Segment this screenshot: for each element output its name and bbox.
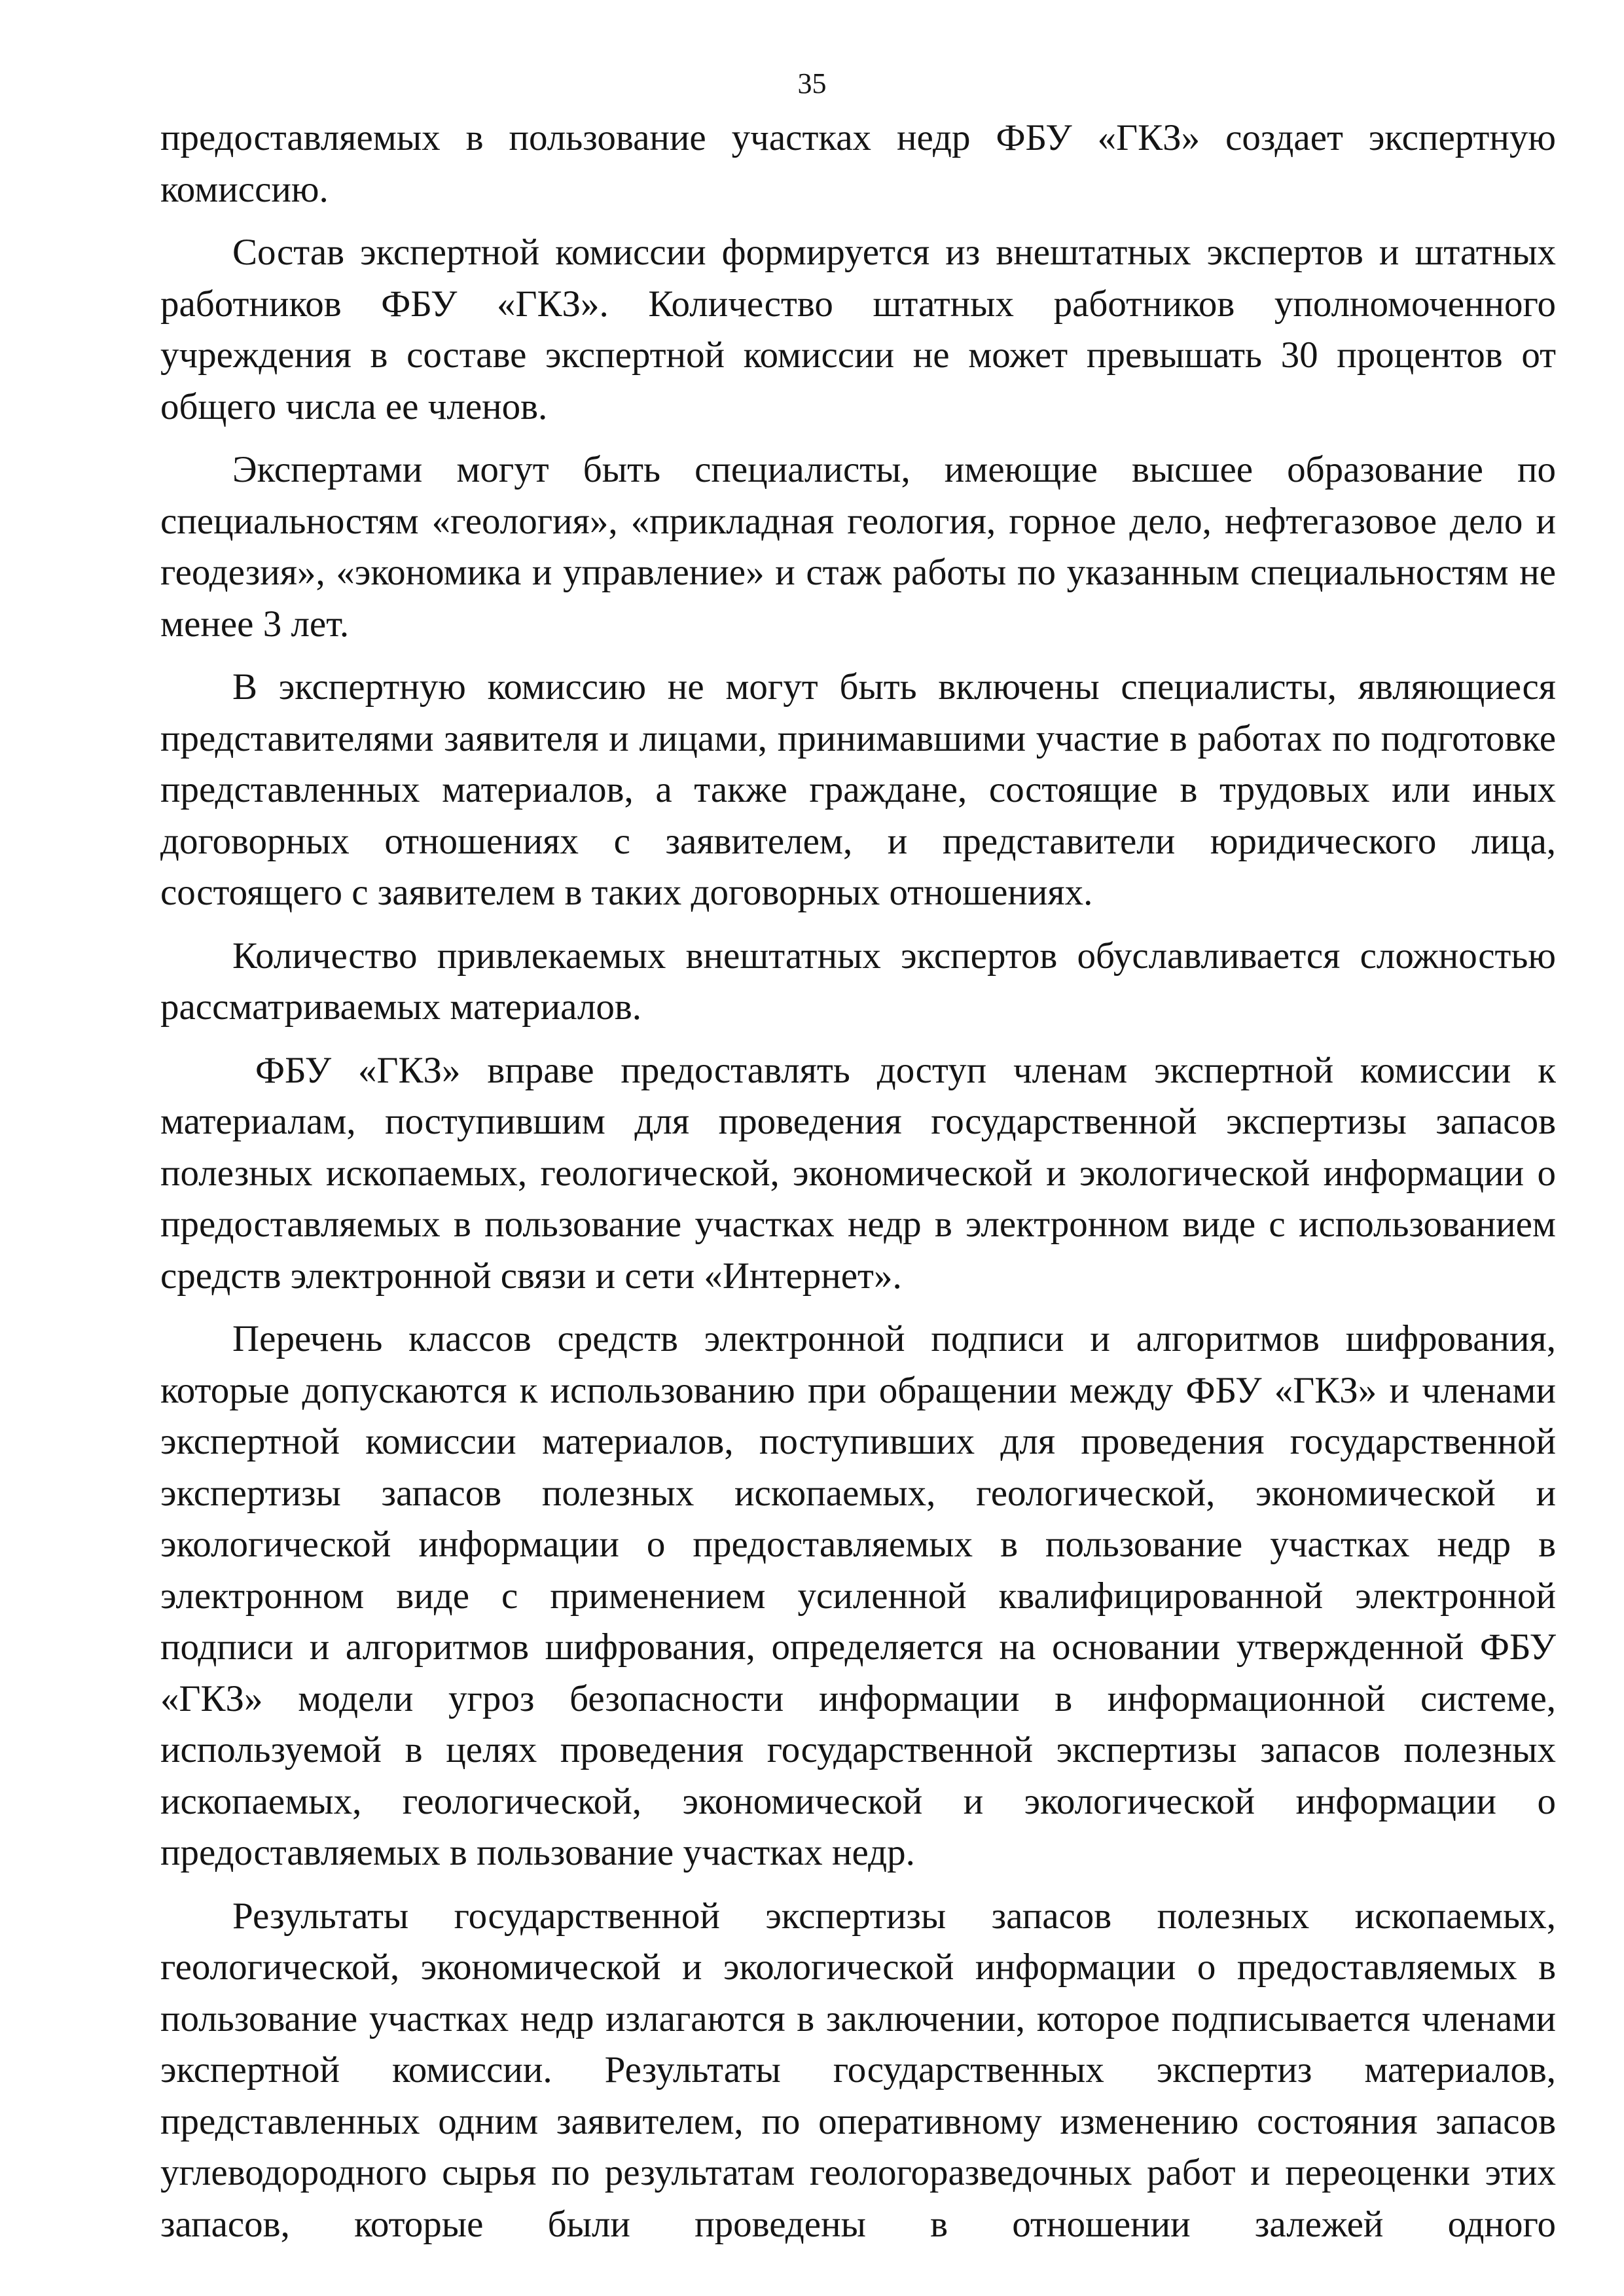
paragraph-8: Результаты государственной экспертизы запасов полезных ископаемых, геологической, экономической и экологической информации о предоставляемых в пользование участках недр излагаются в заключении, которое подписывается членами экспертной комиссии. Результаты государственных экспертиз материалов, представленных одним заявителем, по оперативному изменению состояния запасов углеводородного сырья по результатам геологоразведочных работ и переоценки этих запасов, которые были проведены в отношении залежей одного <box>160 1895 1556 2245</box>
page-number: 35 <box>797 67 827 99</box>
paragraph-1: предоставляемых в пользование участках недр ФБУ «ГКЗ» создает экспертную комиссию. <box>160 117 1556 210</box>
paragraph-5: Количество привлекаемых внештатных экспертов обуславливается сложностью рассматриваемых материалов. <box>160 935 1556 1028</box>
document-body <box>160 113 1556 2250</box>
paragraph-3: Экспертами могут быть специалисты, имеющие высшее образование по специальностям «геология», «прикладная геология, горное дело, нефтегазовое дело и геодезия», «экономика и управление» и стаж работы по указанным специальностям не менее 3 лет. <box>160 449 1556 645</box>
paragraph-4: В экспертную комиссию не могут быть включены специалисты, являющиеся представителями заявителя и лицами, принимавшими участие в работах по подготовке представленных материалов, а также граждане, состоящие в трудовых или иных договорных отношениях с заявителем, и представители юридического лица, состоящего с заявителем в таких договорных отношениях. <box>160 666 1556 913</box>
paragraph-7: Перечень классов средств электронной подписи и алгоритмов шифрования, которые допускаются к использованию при обращении между ФБУ «ГКЗ» и членами экспертной комиссии материалов, поступивших для проведения государственной экспертизы запасов полезных ископаемых, геологической, экономической и экологической информации о предоставляемых в пользование участках недр в электронном виде с применением усиленной квалифицированной электронной подписи и алгоритмов шифрования, определяется на основании утвержденной ФБУ «ГКЗ» модели угроз безопасности информации в информационной системе, используемой в целях проведения государственной экспертизы запасов полезных ископаемых, геологической, экономической и экологической информации о предоставляемых в пользование участках недр. <box>160 1318 1556 1873</box>
paragraph-6: ФБУ «ГКЗ» вправе предоставлять доступ членам экспертной комиссии к материалам, поступившим для проведения государственной экспертизы запасов полезных ископаемых, геологической, экономической и экологической информации о предоставляемых в пользование участках недр в электронном виде с использованием средств электронной связи и сети «Интернет». <box>160 1049 1556 1297</box>
paragraph-2: Состав экспертной комиссии формируется из внештатных экспертов и штатных работников ФБУ «ГКЗ». Количество штатных работников уполномоченного учреждения в составе экспертной комиссии не может превышать 30 процентов от общего числа ее членов. <box>160 232 1556 427</box>
